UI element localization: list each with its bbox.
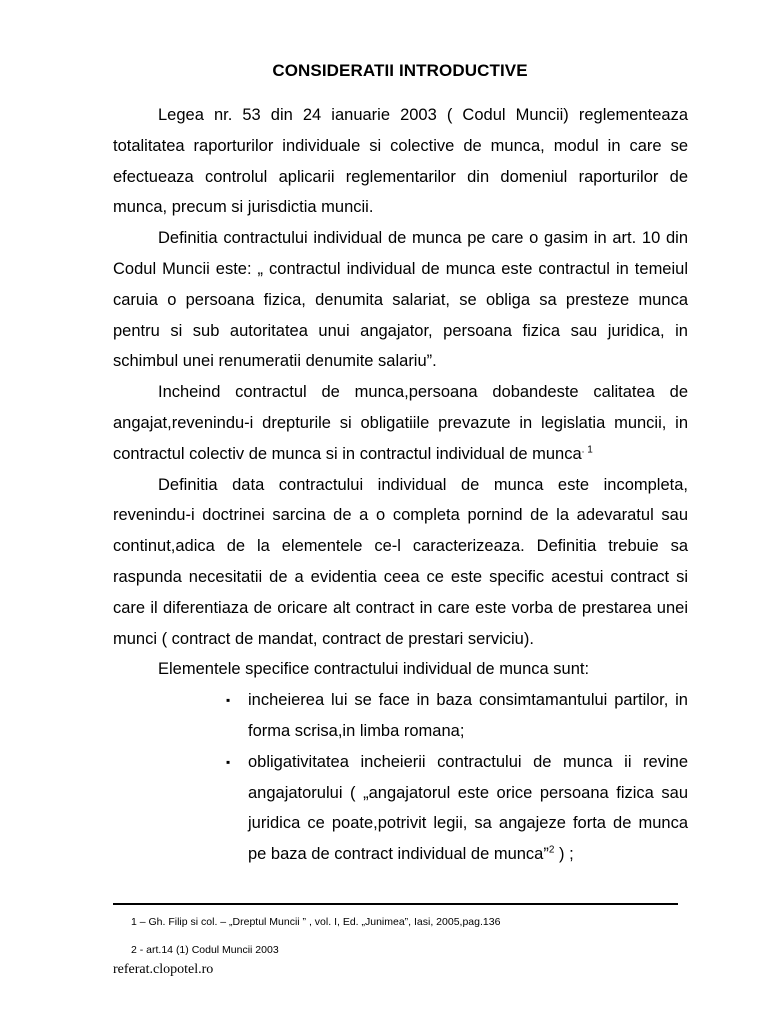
- paragraph-text: Incheind contractul de munca,persoana dobandeste calitatea de angajat,revenindu-i drepturile si obligatiile prevazute in legislatia muncii, in contractul colectiv de munca si in contractul individual de munca: [113, 383, 688, 463]
- list-item-tail: ) ;: [554, 845, 574, 864]
- square-bullet-icon: ▪: [226, 693, 231, 708]
- square-bullet-icon: ▪: [226, 754, 231, 769]
- paragraph: Definitia contractului individual de munca pe care o gasim in art. 10 din Codul Muncii este: „ contractul individual de munca este contractul in temeiul caruia o persoana fizica, denumita salariat, se obliga sa presteze munca pentru si sub autoritatea unui angajator, persoana fizica sau juridica, in schimbul unei renumeratii denumite salariu”.: [113, 229, 688, 371]
- paragraph: Definitia data contractului individual de munca este incompleta, revenindu-i doctrinei sarcina de a o completa pornind de la adevaratul sau continut,adica de la elementele ce-l caracterizeaza. Definitia trebuie sa raspunda necesitatii de a evidentia ceea ce este specific acestui contract si care il diferentiaza de oricare alt contract in care este vorba de prestarea unei munci ( contract de mandat, contract de prestari serviciu).: [113, 475, 688, 648]
- document-body: [113, 100, 688, 870]
- list-item: [113, 685, 688, 747]
- footnote-divider: [113, 903, 678, 905]
- footnote-1: 1 – Gh. Filip si col. – „Dreptul Muncii ” , vol. I, Ed. „Junimea”, Iasi, 2005,pag.136: [131, 916, 501, 928]
- paragraph: Legea nr. 53 din 24 ianuarie 2003 ( Codul Muncii) reglementeaza totalitatea raporturilor individuale si colective de munca, modul in care se efectueaza controlul aplicarii reglementarilor din domeniul raporturilor de munca, precum si jurisdictia muncii.: [113, 106, 688, 217]
- list-item-text: incheierea lui se face in baza consimtamantului partilor, in forma scrisa,in limba romana;: [248, 691, 688, 740]
- footnote-2: 2 - art.14 (1) Codul Muncii 2003: [131, 944, 279, 956]
- document-title: CONSIDERATII INTRODUCTIVE: [272, 61, 528, 80]
- paragraph: Elementele specifice contractului individual de munca sunt:: [158, 660, 590, 679]
- footnote-reference-2: 2: [548, 844, 555, 856]
- footnote-reference-1: . 1: [581, 444, 593, 456]
- list-item: [113, 747, 688, 870]
- paragraph: [113, 377, 688, 469]
- list-item-text: obligativitatea incheierii contractului de munca ii revine angajatorului ( „angajatorul este orice persoana fizica sau juridica ce poate,potrivit legii, sa angajeze forta de munca pe baza de contract individual de munca”: [248, 752, 688, 864]
- elements-list: [113, 685, 688, 870]
- site-watermark: referat.clopotel.ro: [113, 962, 214, 977]
